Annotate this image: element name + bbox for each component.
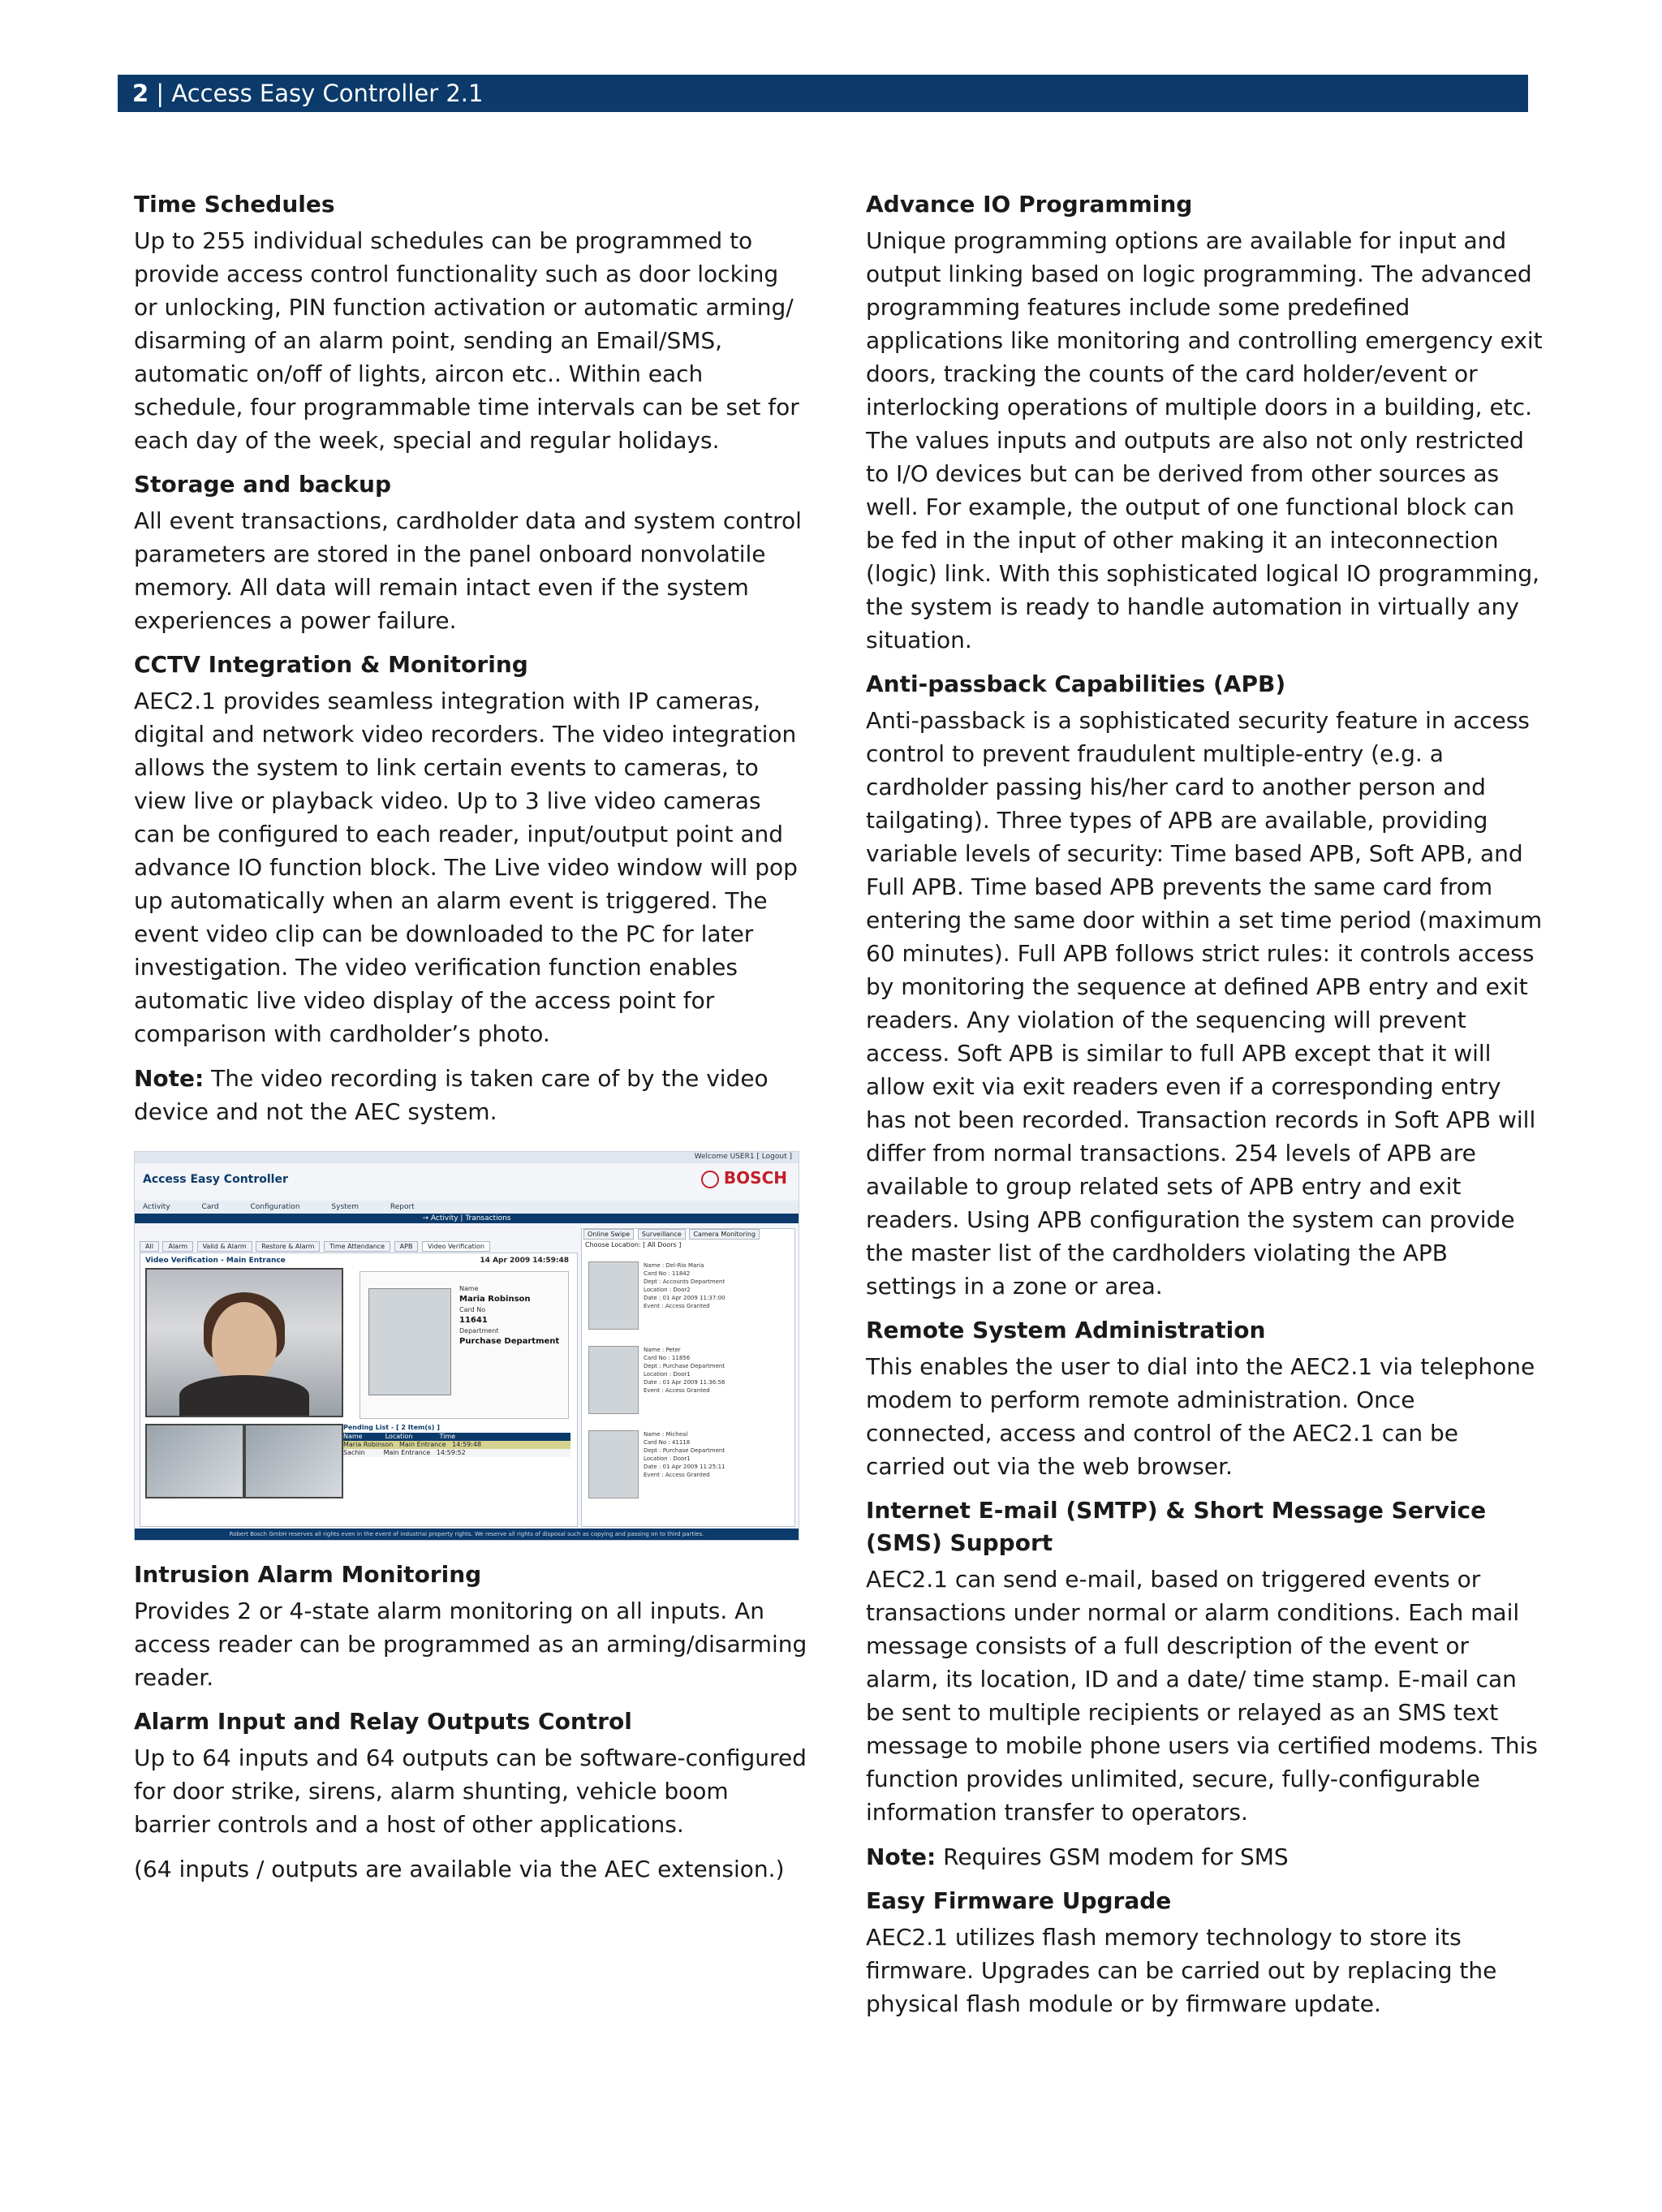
section-storage xyxy=(134,468,807,637)
pending-col: Time xyxy=(439,1433,456,1440)
section-body: Provides 2 or 4-state alarm monitoring on all inputs. An access reader can be programmed as an arming/disarming reader. xyxy=(134,1598,807,1691)
menu-item: Report xyxy=(390,1203,415,1211)
camera-thumbnail xyxy=(244,1424,343,1498)
pending-header xyxy=(343,1433,571,1441)
tab-active: Video Verification xyxy=(422,1241,490,1252)
video-verification-panel xyxy=(140,1253,578,1527)
cardholder-info xyxy=(459,1283,559,1347)
section-heading: Easy Firmware Upgrade xyxy=(866,1887,1172,1914)
note-text: Requires GSM modem for SMS xyxy=(936,1843,1289,1870)
cardno-value: 11641 xyxy=(459,1316,488,1325)
swipe-line: Date : 01 Apr 2009 11:25:11 xyxy=(644,1464,726,1470)
note-label: Note: xyxy=(866,1843,936,1870)
swipe-details xyxy=(644,1430,726,1479)
pending-cell: Main Entrance xyxy=(383,1449,431,1456)
section-heading: Internet E-mail (SMTP) & Short Message Service (SMS) Support xyxy=(866,1497,1487,1556)
dept-label: Department xyxy=(459,1327,499,1335)
section-body: All event transactions, cardholder data and system control parameters are stored in the panel onboard nonvolatile memory. All data will remain intact even if the system experiences a power failure. xyxy=(134,507,802,634)
pending-row xyxy=(343,1441,571,1449)
note-text: The video recording is taken care of by the video device and not the AEC system. xyxy=(134,1065,769,1125)
swipe-line: Event : Access Granted xyxy=(644,1387,710,1394)
cardholder-card xyxy=(360,1271,569,1419)
swipe-photo xyxy=(588,1430,639,1498)
cardholder-photo xyxy=(368,1288,451,1395)
page-number: 2 xyxy=(132,80,149,107)
swipe-line: Dept : Purchase Department xyxy=(644,1363,726,1369)
note-label: Note: xyxy=(134,1065,205,1092)
menu-item: Configuration xyxy=(250,1203,300,1211)
logo-text: BOSCH xyxy=(723,1168,787,1188)
bosch-logo xyxy=(701,1168,787,1188)
side-tabs xyxy=(582,1229,794,1240)
tab: APB xyxy=(394,1241,419,1252)
swipe-details xyxy=(644,1261,726,1310)
swipe-line: Location : Door1 xyxy=(644,1455,691,1462)
swipe-details xyxy=(644,1346,726,1395)
tab: All xyxy=(140,1241,159,1252)
section-alarm-io xyxy=(134,1705,807,1886)
section-extra: (64 inputs / outputs are available via the AEC extension.) xyxy=(134,1856,785,1882)
swipe-entry xyxy=(587,1343,790,1424)
side-tab: Online Swipe xyxy=(583,1229,634,1240)
pending-cell: 14:59:52 xyxy=(436,1449,466,1456)
swipe-line: Name : Micheal xyxy=(644,1431,688,1438)
screenshot-footer: Robert Bosch GmbH reserves all rights even in the event of industrial property rights. We reserve all rights of disposal such as copying and passing on to third parties. xyxy=(135,1529,799,1540)
document-title: Access Easy Controller 2.1 xyxy=(171,80,484,107)
section-heading: Time Schedules xyxy=(134,191,335,218)
pending-list xyxy=(343,1424,571,1457)
section-body: AEC2.1 utilizes flash memory technology to store its firmware. Upgrades can be carried out by replacing the physical flash module or by firmware update. xyxy=(866,1924,1497,2017)
pending-row xyxy=(343,1449,571,1457)
menu-item: System xyxy=(331,1203,359,1211)
section-heading: Anti-passback Capabilities (APB) xyxy=(866,670,1286,697)
page-header xyxy=(118,75,1528,112)
swipe-photo xyxy=(588,1261,639,1330)
side-tab: Camera Monitoring xyxy=(689,1229,760,1240)
section-heading: Intrusion Alarm Monitoring xyxy=(134,1561,482,1588)
section-heading: Alarm Input and Relay Outputs Control xyxy=(134,1708,632,1735)
swipe-line: Card No : 11856 xyxy=(644,1355,691,1361)
nav-strip: → Activity | Transactions xyxy=(135,1214,799,1223)
section-body: This enables the user to dial into the AEC2.1 via telephone modem to perform remote administration. Once connected, access and control of the AEC2.1 can be carried out via the web browser. xyxy=(866,1353,1535,1480)
left-column xyxy=(134,188,807,1897)
tab: Restore & Alarm xyxy=(256,1241,320,1252)
swipe-line: Card No : 11842 xyxy=(644,1270,691,1277)
swipe-line: Date : 01 Apr 2009 11:37:00 xyxy=(644,1295,726,1301)
pending-title: Pending List - [ 2 Item(s) ] xyxy=(343,1424,440,1431)
swipe-line: Date : 01 Apr 2009 11:36:56 xyxy=(644,1379,726,1386)
section-body: AEC2.1 can send e-mail, based on triggered events or transactions under normal or alarm conditions. Each mail message consists of a full description of the event or alarm, its location, ID and a date/ time stamp. E-mail can be sent to multiple recipients or relayed as an SMS text message to mobile phone users via certified modems. This function provides unlimited, secure, fully-configurable information transfer to operators. xyxy=(866,1566,1538,1826)
name-label: Name xyxy=(459,1285,479,1292)
right-column xyxy=(866,188,1544,2032)
swipe-entry xyxy=(587,1427,790,1508)
name-value: Maria Robinson xyxy=(459,1295,531,1304)
note xyxy=(134,1062,807,1128)
pending-cell: 14:59:48 xyxy=(452,1441,482,1448)
pending-cell: Sachin xyxy=(343,1449,365,1456)
swipe-line: Location : Door1 xyxy=(644,1371,691,1378)
swipe-entry xyxy=(587,1258,790,1339)
section-heading: CCTV Integration & Monitoring xyxy=(134,651,528,678)
bosch-logo-icon xyxy=(701,1171,719,1188)
swipe-line: Event : Access Granted xyxy=(644,1472,710,1478)
section-firmware xyxy=(866,1885,1544,2020)
section-body: Anti-passback is a sophisticated security feature in access control to prevent fraudulent multiple-entry (e.g. a cardholder passing his/her card to another person and tailgating). Three types of APB are available, providing variable levels of security: Time based APB, Soft APB, and Full APB. Time based APB prevents the same card from entering the same door within a set time period (maximum 60 minutes). Full APB follows strict rules: it controls access by monitoring the sequence at defined APB entry and exit readers. Any violation of the sequencing will prevent access. Soft APB is similar to full APB except that it will allow exit via exit readers even if a corresponding entry has not been recorded. Transaction records in Soft APB will differ from normal transactions. 254 levels of APB are available to group related sets of APB entry and exit readers. Using APB configuration the system can provide the master list of the cardholders violating the APB settings in a zone or area. xyxy=(866,707,1543,1300)
section-heading: Remote System Administration xyxy=(866,1317,1266,1343)
section-advance-io xyxy=(866,188,1544,657)
pending-cell: Maria Robinson xyxy=(343,1441,394,1448)
tab-row xyxy=(140,1241,492,1252)
online-swipe-panel xyxy=(581,1228,795,1527)
person-face xyxy=(212,1302,277,1383)
menu-item: Card xyxy=(201,1203,219,1211)
swipe-line: Location : Door2 xyxy=(644,1287,691,1293)
dept-value: Purchase Department xyxy=(459,1337,560,1346)
panel-title: Video Verification - Main Entrance xyxy=(145,1257,286,1265)
section-body: AEC2.1 provides seamless integration with IP cameras, digital and network video recorders. The video integration allows the system to link certain events to cameras, to view live or playback video. Up to 3 live video cameras can be configured to each reader, input/output point and advance IO function block. The Live video window will pop up automatically when an alarm event is triggered. The event video clip can be downloaded to the PC for later investigation. The video verification function enables automatic live video display of the access point for comparison with cardholder’s photo. xyxy=(134,688,798,1047)
menu-bar xyxy=(135,1201,799,1214)
pending-col: Name xyxy=(343,1433,363,1440)
welcome-text: Welcome USER1 [ Logout ] xyxy=(694,1153,792,1161)
section-cctv xyxy=(134,649,807,1128)
section-body: Unique programming options are available for input and output linking based on logic programming. The advanced programming features include some predefined applications like monitoring and controlling emergency exit doors, tracking the counts of the card holder/event or interlocking operations of multiple doors in a building, etc. The values inputs and outputs are also not only restricted to I/O devices but can be derived from other sources as well. For example, the output of one functional block can be fed in the input of other making it an inteconnection (logic) link. With this sophisticated logical IO programming, the system is ready to handle automation in virtually any situation. xyxy=(866,227,1543,653)
section-email-sms xyxy=(866,1494,1544,1874)
note xyxy=(866,1840,1544,1874)
cardno-label: Card No xyxy=(459,1306,486,1313)
section-time-schedules xyxy=(134,188,807,457)
swipe-line: Name : Del-Rio Maria xyxy=(644,1262,704,1269)
live-camera-view xyxy=(145,1268,343,1417)
header-separator: | xyxy=(149,80,172,107)
pending-cell: Main Entrance xyxy=(399,1441,446,1448)
choose-location: Choose Location: [ All Doors ] xyxy=(585,1241,682,1248)
swipe-line: Card No : 41118 xyxy=(644,1439,691,1446)
camera-thumbnail xyxy=(145,1424,244,1498)
swipe-line: Name : Peter xyxy=(644,1347,681,1353)
section-remote xyxy=(866,1314,1544,1483)
panel-date: 14 Apr 2009 14:59:48 xyxy=(480,1257,569,1265)
swipe-photo xyxy=(588,1346,639,1414)
section-body: Up to 64 inputs and 64 outputs can be software-configured for door strike, sirens, alarm shunting, vehicle boom barrier controls and a host of other applications. xyxy=(134,1744,807,1838)
section-heading: Storage and backup xyxy=(134,471,392,498)
menu-item: Activity xyxy=(143,1203,170,1211)
swipe-line: Dept : Purchase Department xyxy=(644,1447,726,1454)
swipe-line: Event : Access Granted xyxy=(644,1303,710,1309)
tab: Alarm xyxy=(162,1241,193,1252)
side-tab: Surveillance xyxy=(638,1229,686,1240)
pending-col: Location xyxy=(385,1433,413,1440)
person-body xyxy=(179,1375,309,1416)
section-body: Up to 255 individual schedules can be programmed to provide access control functionality such as door locking or unlocking, PIN function activation or automatic arming/ disarming of an alarm point, sending an Email/SMS, automatic on/off of lights, aircon etc.. Within each schedule, four programmable time intervals can be set for each day of the week, special and regular holidays. xyxy=(134,227,799,454)
swipe-line: Dept : Accounts Department xyxy=(644,1278,726,1285)
section-heading: Advance IO Programming xyxy=(866,191,1193,218)
app-title: Access Easy Controller xyxy=(143,1173,288,1186)
software-screenshot xyxy=(134,1151,799,1541)
tab: Time Attendance xyxy=(324,1241,390,1252)
section-apb xyxy=(866,668,1544,1303)
section-intrusion xyxy=(134,1559,807,1694)
tab: Valid & Alarm xyxy=(197,1241,252,1252)
